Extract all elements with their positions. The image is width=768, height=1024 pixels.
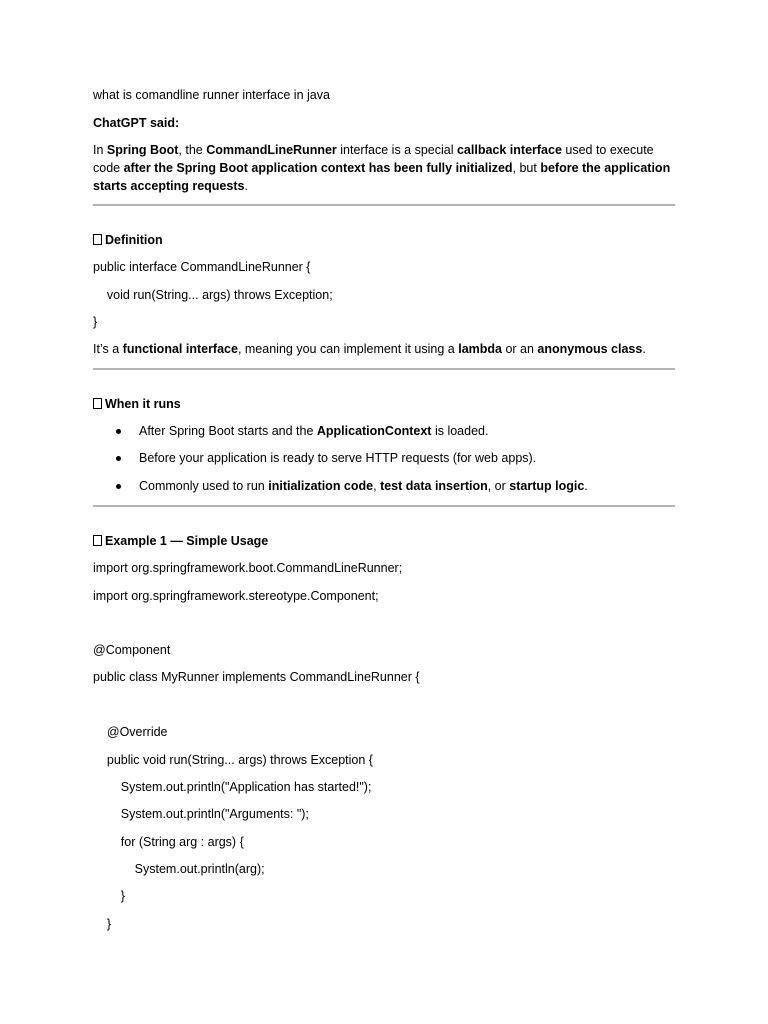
when-it-runs-heading: When it runs <box>93 395 181 413</box>
code-line: @Component <box>93 643 171 657</box>
definition-heading: Definition <box>93 231 163 249</box>
bullet-icon <box>116 429 121 434</box>
missing-glyph-icon <box>93 535 102 546</box>
code-line: public class MyRunner implements CommandLineRunner { <box>93 670 420 684</box>
code-line: public void run(String... args) throws Exception { <box>93 753 373 767</box>
missing-glyph-icon <box>93 234 102 245</box>
user-question: what is comandline runner interface in java <box>93 88 330 102</box>
section-divider <box>93 204 675 206</box>
speaker-label: ChatGPT said: <box>93 116 180 130</box>
code-line: import org.springframework.boot.CommandLineRunner; <box>93 561 403 575</box>
code-line: } <box>93 889 125 903</box>
list-item: Before your application is ready to serve HTTP requests (for web apps). <box>139 451 537 465</box>
intro-paragraph: In Spring Boot, the CommandLineRunner interface is a special callback interface used to execute code after the Spring Boot application context has been fully initialized, but before the application starts accepting requests. <box>93 143 671 193</box>
missing-glyph-icon <box>93 398 102 409</box>
bullet-icon <box>116 484 121 489</box>
code-line: public interface CommandLineRunner { <box>93 260 311 274</box>
bullet-icon <box>116 456 121 461</box>
list-item: Commonly used to run initialization code, test data insertion, or startup logic. <box>139 479 588 493</box>
definition-note: It’s a functional interface, meaning you can implement it using a lambda or an anonymous class. <box>93 342 646 356</box>
list-item: After Spring Boot starts and the ApplicationContext is loaded. <box>139 424 489 438</box>
section-divider <box>93 505 675 507</box>
code-line: @Override <box>93 725 168 739</box>
code-line: void run(String... args) throws Exception; <box>93 288 333 302</box>
code-line: } <box>93 917 112 931</box>
code-line: } <box>93 315 98 329</box>
code-line: for (String arg : args) { <box>93 835 244 849</box>
code-line: import org.springframework.stereotype.Component; <box>93 589 379 603</box>
code-line: System.out.println("Arguments: "); <box>93 807 309 821</box>
section-divider <box>93 368 675 370</box>
code-line: System.out.println("Application has started!"); <box>93 780 372 794</box>
example-heading: Example 1 — Simple Usage <box>93 532 268 550</box>
code-line: System.out.println(arg); <box>93 862 265 876</box>
